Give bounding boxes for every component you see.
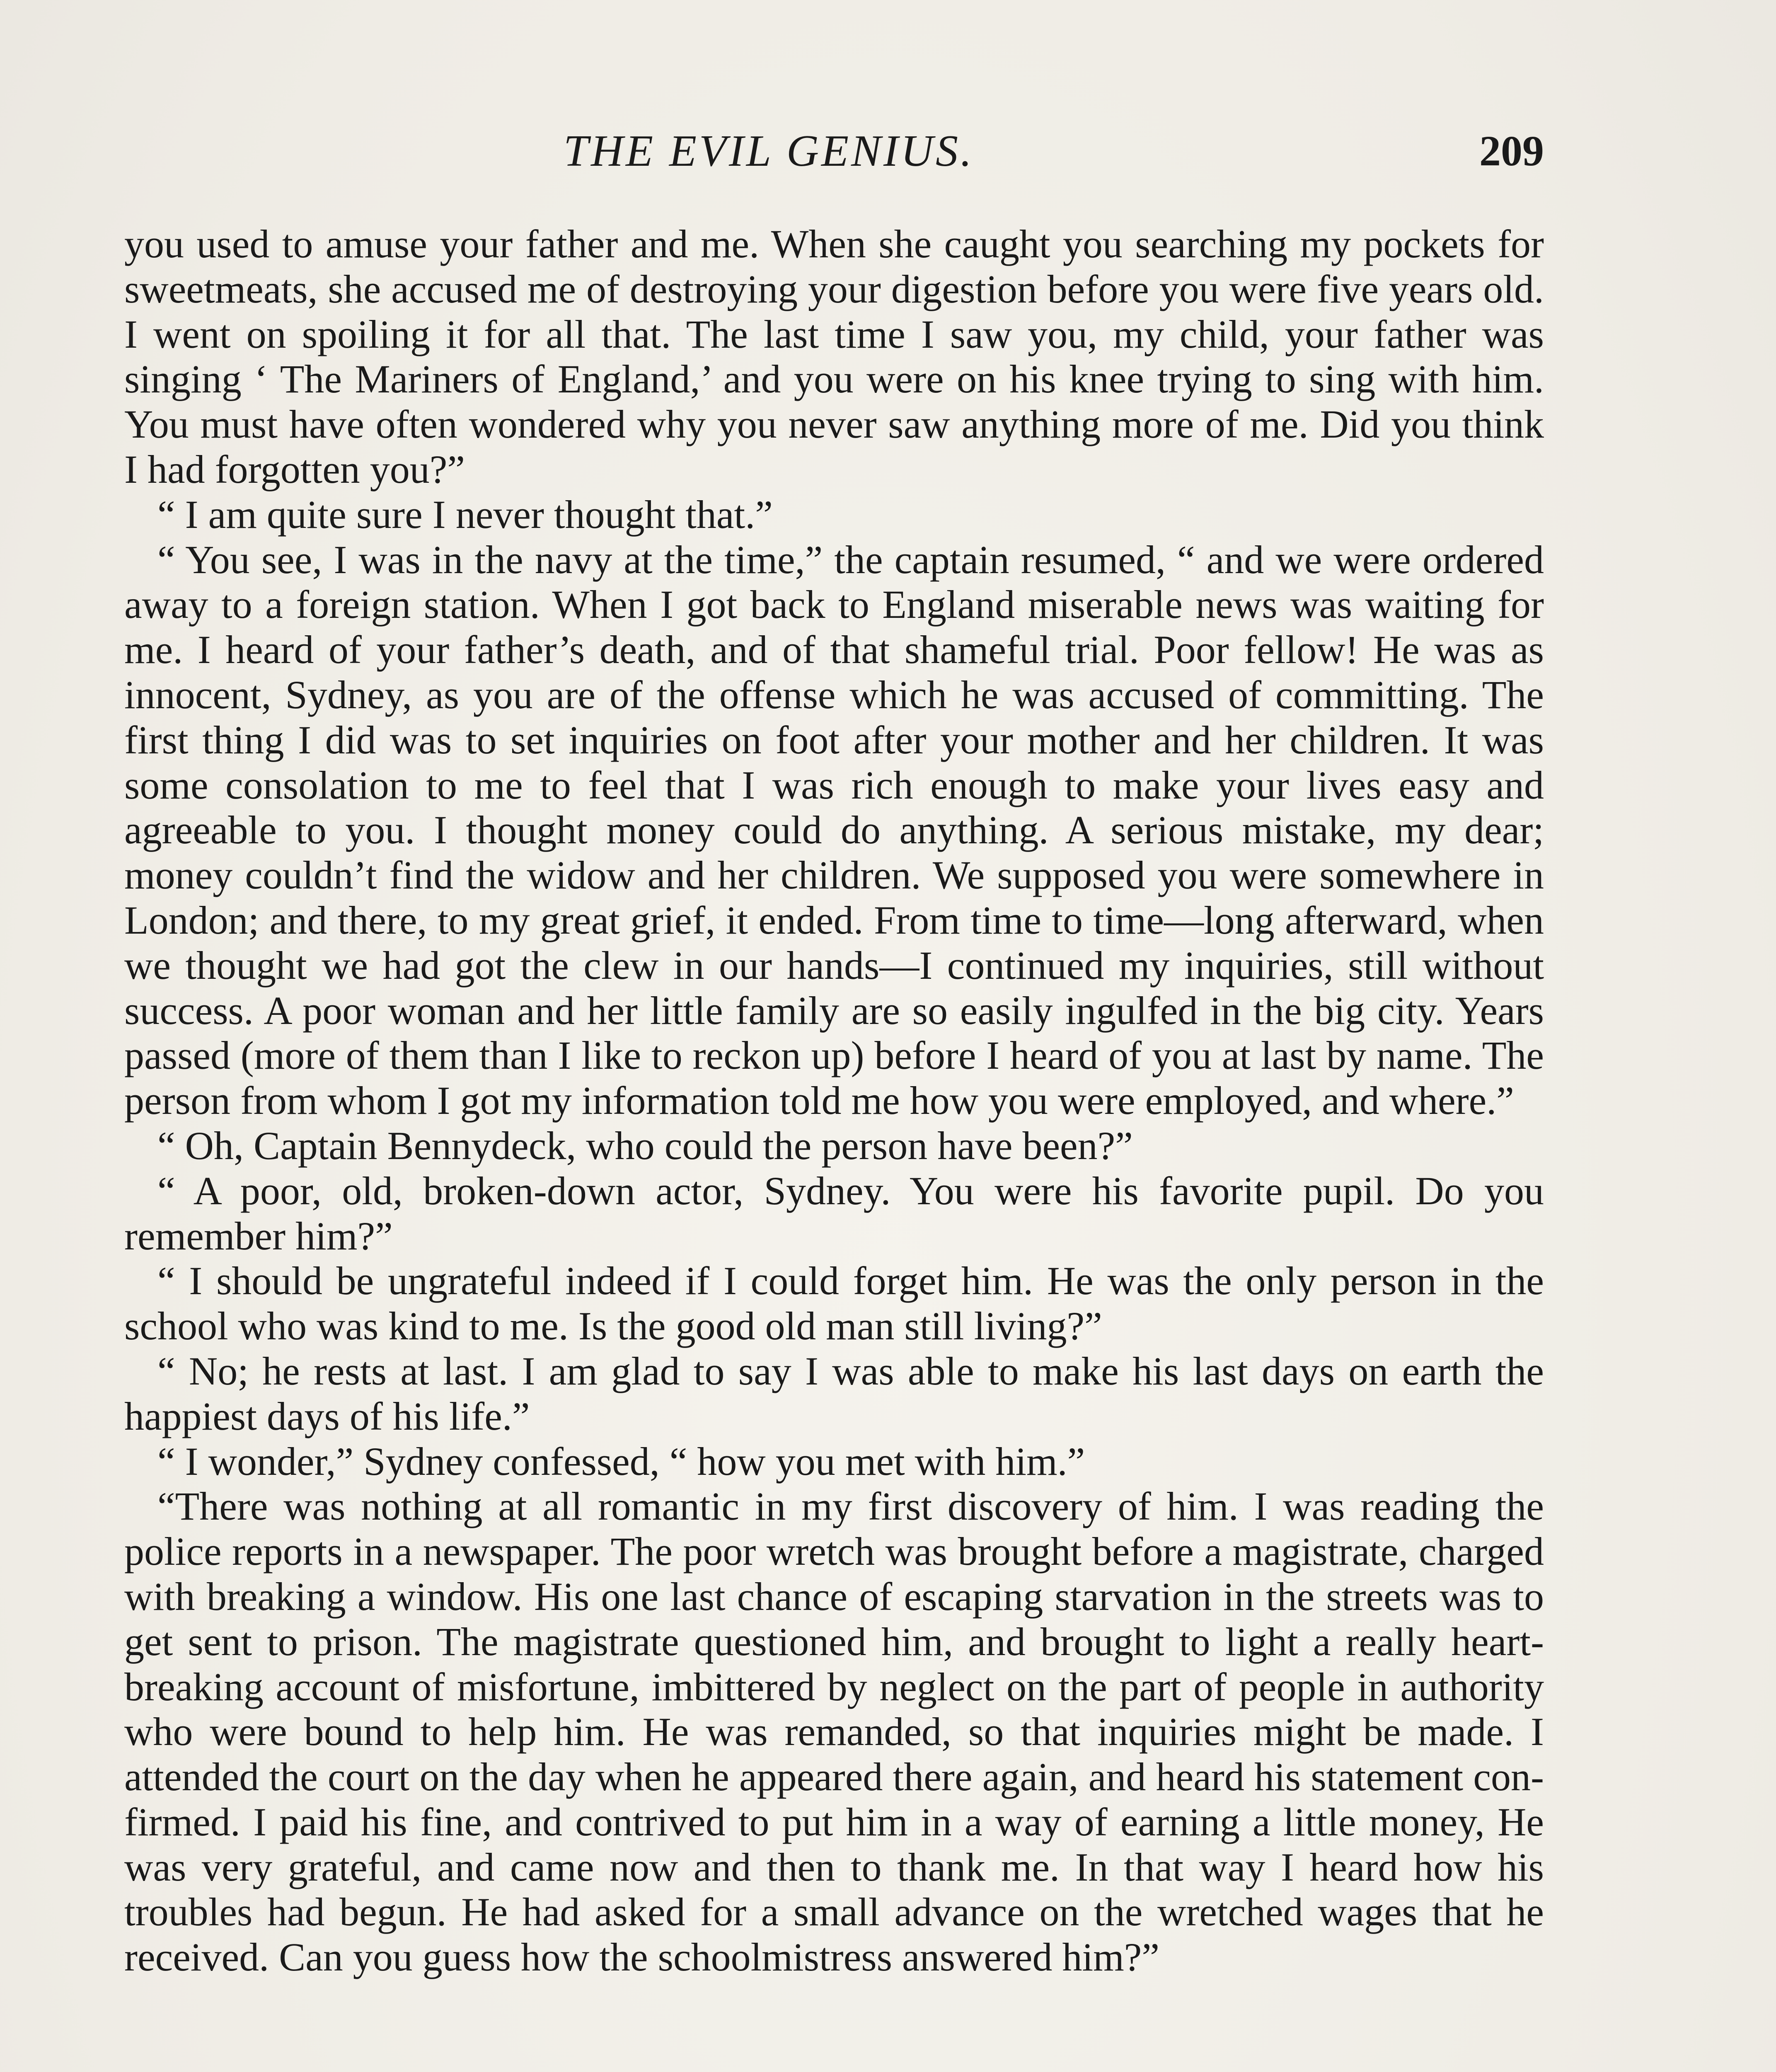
body-text	[124, 222, 1544, 1980]
paragraph: “ You see, I was in the navy at the time,” the captain resumed, “ and we were ordered away to a foreign station. When I got back to England miserable news was waiting for me. I heard of your father’s death, and of that shameful trial. Poor fellow! He was as innocent, Sydney, as you are of the offense which he was accused of committing. The first thing I did was to set inquiries on foot after your mother and her children. It was some consolation to me to feel that I was rich enough to make your lives easy and agreeable to you. I thought money could do anything. A serious mistake, my dear; money couldn’t find the widow and her children. We supposed you were somewhere in London; and there, to my great grief, it ended. From time to time—long afterward, when we thought we had got the clew in our hands—I continued my inquiries, still without success. A poor woman and her little family are so easily ingulfed in the big city. Years passed (more of them than I like to reckon up) before I heard of you at last by name. The person from whom I got my information told me how you were employed, and where.”	[124, 537, 1544, 1123]
page-header	[124, 124, 1544, 178]
running-title: THE EVIL GENIUS.	[564, 126, 975, 176]
paragraph: “ No; he rests at last. I am glad to say I was able to make his last days on earth the happiest days of his life.”	[124, 1348, 1544, 1438]
paragraph: you used to amuse your father and me. When she caught you searching my pockets for sweetmeats, she accused me of destroying your digestion before you were five years old. I went on spoiling it for all that. The last time I saw you, my child, your father was singing ‘ The Mariners of England,’ and you were on his knee trying to sing with him. You must have often wondered why you never saw anything more of me. Did you think I had forgotten you?”	[124, 222, 1544, 491]
paragraph: “ I am quite sure I never thought that.”	[157, 492, 773, 537]
paragraph: “There was nothing at all romantic in my first discovery of him. I was reading the police reports in a newspaper. The poor wretch was brought before a magistrate, charged with breaking a window. His one last chance of escaping starvation in the streets was to get sent to prison. The magistrate questioned him, and brought to light a really heart-breaking account of misfortune, imbittered by neglect on the part of people in authority who were bound to help him. He was remanded, so that inquiries might be made. I attended the court on the day when he appeared there again, and heard his statement confirmed. I paid his fine, and contrived to put him in a way of earning a little money, He was very grateful, and came now and then to thank me. In that way I heard how his troubles had begun. He had asked for a small advance on the wretched wages that he received. Can you guess how the schoolmistress answered him?”	[124, 1484, 1544, 1980]
paragraph: “ Oh, Captain Bennydeck, who could the person have been?”	[157, 1123, 1133, 1168]
paragraph: “ I wonder,” Sydney confessed, “ how you met with him.”	[157, 1439, 1085, 1484]
paragraph: “ A poor, old, broken-down actor, Sydney. You were his favorite pupil. Do you remember him?”	[124, 1168, 1544, 1258]
paragraph: “ I should be ungrateful indeed if I could forget him. He was the only person in the school who was kind to me. Is the good old man still living?”	[124, 1259, 1544, 1348]
page-number: 209	[1479, 127, 1544, 175]
